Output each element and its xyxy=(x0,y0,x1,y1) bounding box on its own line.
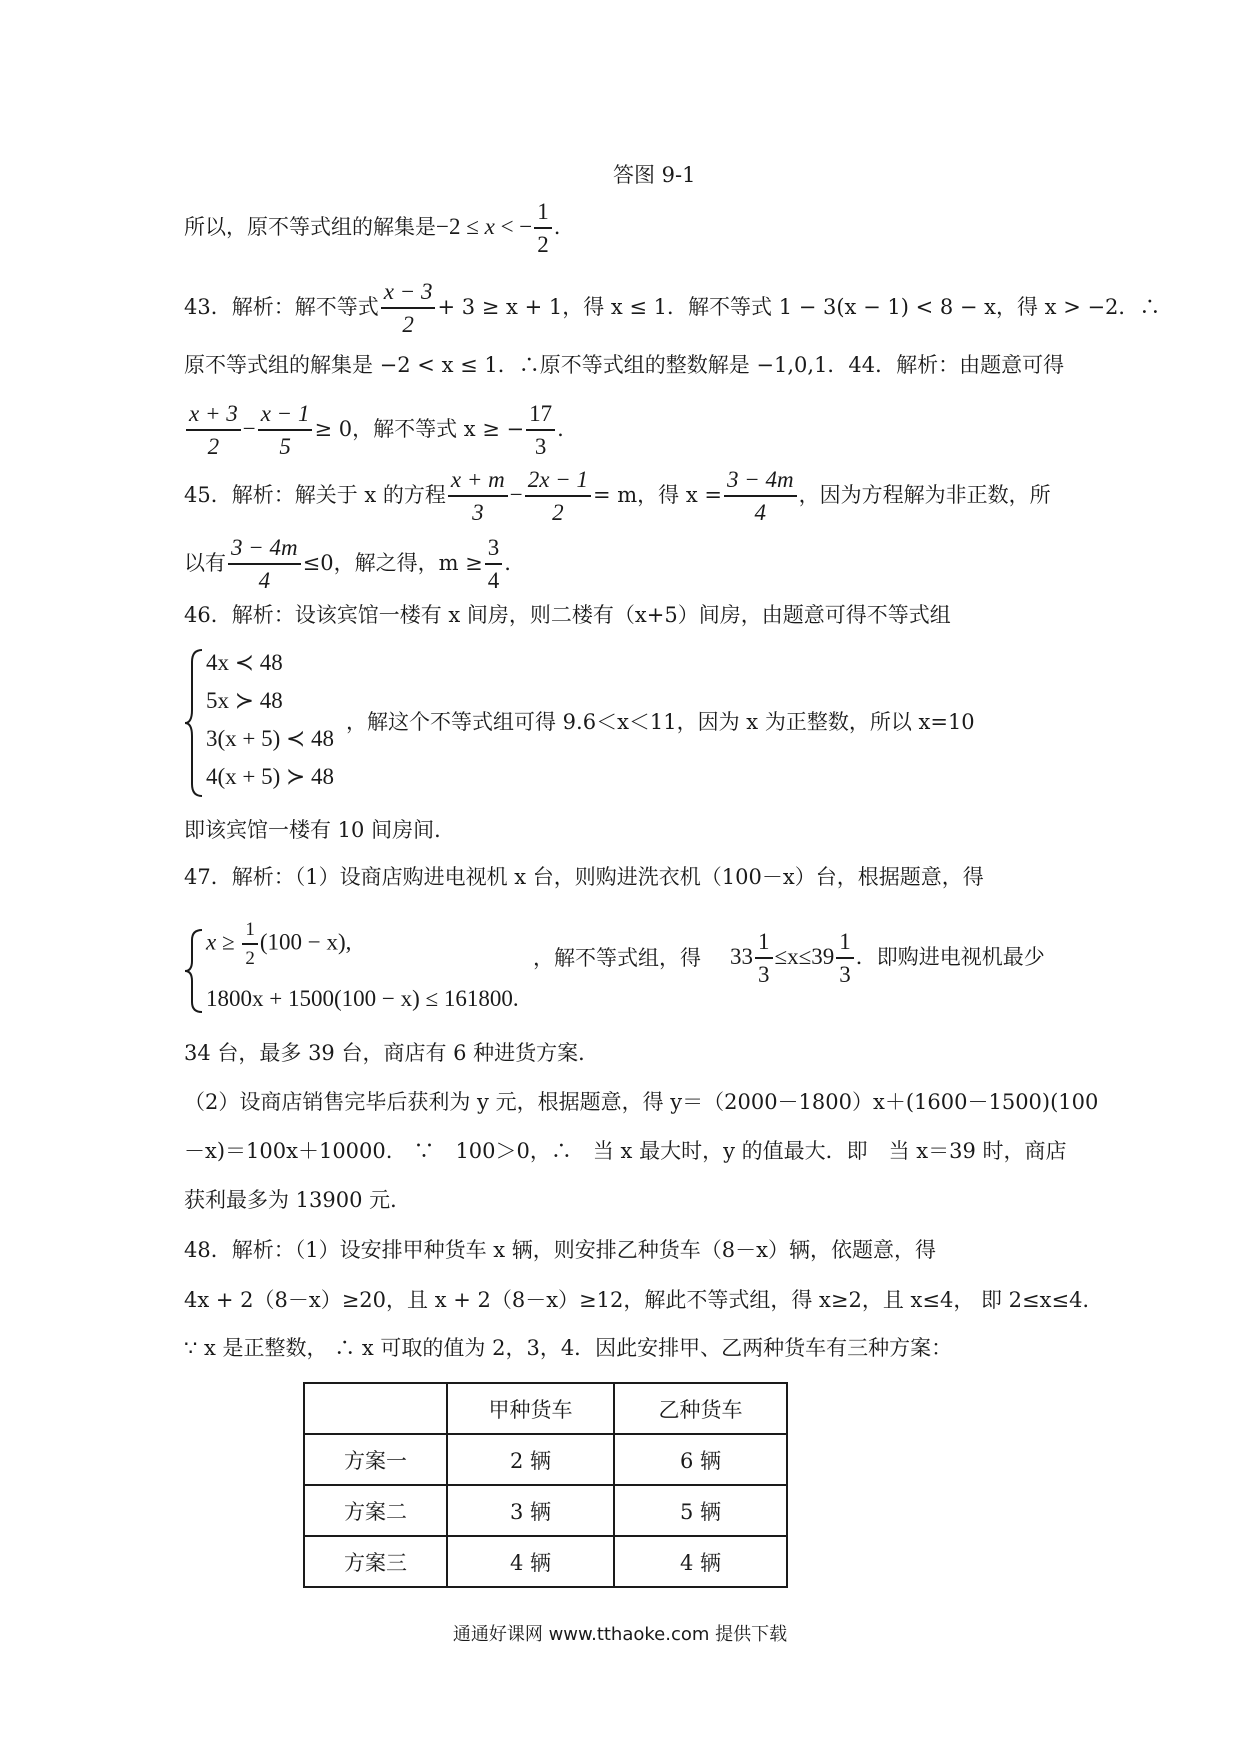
fraction-denominator: 2 xyxy=(537,232,549,258)
q48-line-3: ∵ x 是正整数， ∴ x 可取的值为 2，3，4．因此安排甲、乙两种货车有三种方案： xyxy=(184,1336,953,1360)
q47-range xyxy=(730,930,1045,987)
fraction xyxy=(242,920,258,969)
q46-line-2: ，解这个不等式组可得 9.6＜x＜11，因为 x 为正整数，所以 x=10 xyxy=(346,710,975,734)
table-header-row xyxy=(304,1383,787,1434)
fraction-denominator: 4 xyxy=(487,568,500,594)
q43-line-1 xyxy=(184,280,1160,337)
table-cell: 4 辆 xyxy=(614,1536,787,1587)
fraction xyxy=(448,468,508,525)
plan-table xyxy=(303,1382,788,1588)
system-row: 5x ≻ 48 xyxy=(206,688,283,713)
fraction xyxy=(526,402,555,459)
q48-line-1: 48．解析：（1）设安排甲种货车 x 辆，则安排乙种货车（8－x）辆，依题意，得 xyxy=(184,1238,936,1262)
q46-inequality-system xyxy=(184,648,344,798)
fraction-numerator: 3 xyxy=(485,536,503,565)
q47-line-3: 34 台，最多 39 台，商店有 6 种进货方案． xyxy=(184,1041,600,1065)
table-cell: 方案一 xyxy=(304,1434,447,1485)
q44-line xyxy=(184,402,564,459)
table-cell: 2 辆 xyxy=(447,1434,614,1485)
q43-label: 43．解析：解不等式 xyxy=(184,295,379,320)
table-cell: 方案三 xyxy=(304,1536,447,1587)
q45-text-c: 以有 xyxy=(184,551,226,576)
fraction-denominator: 3 xyxy=(758,962,770,988)
fraction-denominator: 5 xyxy=(279,434,291,460)
table-cell: 3 辆 xyxy=(447,1485,614,1536)
fraction-denominator: 3 xyxy=(839,962,851,988)
fraction-numerator: 1 xyxy=(242,920,258,945)
fraction xyxy=(186,402,241,459)
system-row: 4(x + 5) ≻ 48 xyxy=(206,764,335,789)
fraction-denominator: 2 xyxy=(402,312,414,338)
system-row-lhs: x ≥ xyxy=(206,929,241,955)
table-cell: 方案二 xyxy=(304,1485,447,1536)
fraction xyxy=(534,200,552,257)
q47-part2-line-3: 获利最多为 13900 元． xyxy=(184,1188,412,1212)
q45-text-a: = m，得 x = xyxy=(592,483,722,508)
fraction xyxy=(755,930,773,987)
fraction-numerator: 2x − 1 xyxy=(525,468,591,497)
table-header-cell: 甲种货车 xyxy=(447,1383,614,1434)
fraction-numerator: 1 xyxy=(534,200,552,229)
table-row xyxy=(304,1434,787,1485)
table-row xyxy=(304,1536,787,1587)
table-cell: 4 辆 xyxy=(447,1536,614,1587)
fraction-numerator: 3 − 4m xyxy=(724,468,797,497)
fraction-denominator: 2 xyxy=(207,434,220,460)
conclusion-line xyxy=(184,200,560,257)
figure-caption: 答图 9-1 xyxy=(613,163,696,187)
fraction-denominator: 3 xyxy=(472,500,484,526)
fraction xyxy=(381,280,436,337)
minus-sign: − xyxy=(509,482,523,508)
table-cell: 5 辆 xyxy=(614,1485,787,1536)
fraction xyxy=(485,536,503,593)
q45-line-2 xyxy=(184,536,511,593)
fraction xyxy=(836,930,854,987)
conclusion-var: x xyxy=(484,214,495,240)
table-header-cell xyxy=(304,1383,447,1434)
fraction xyxy=(228,536,301,593)
fraction xyxy=(724,468,797,525)
q47-line-2: ，解不等式组，得 xyxy=(533,946,701,970)
conclusion-text: 所以，原不等式组的解集是 xyxy=(184,215,436,240)
fraction-denominator: 2 xyxy=(245,947,255,969)
fraction-denominator: 4 xyxy=(258,568,271,594)
table-row xyxy=(304,1485,787,1536)
q48-line-2: 4x + 2（8－x）≥20，且 x + 2（8－x）≥12，解此不等式组，得 x≥2，且 x≤4， 即 2≤x≤4. xyxy=(184,1288,1090,1312)
system-row: 3(x + 5) ≺ 48 xyxy=(206,726,335,751)
q45-line-1 xyxy=(184,468,1051,525)
system-row-rhs: (100 − x), xyxy=(259,929,352,955)
left-brace xyxy=(184,648,206,798)
fraction-denominator: 2 xyxy=(552,500,564,526)
system-row: 4x ≺ 48 xyxy=(206,650,283,675)
table-header-cell: 乙种货车 xyxy=(614,1383,787,1434)
range-mid: ≤x≤39 xyxy=(774,944,835,970)
minus-sign: − xyxy=(242,416,256,442)
q44-text: ≥ 0，解不等式 x ≥ − xyxy=(314,417,525,442)
fraction-numerator: 1 xyxy=(755,930,773,959)
fraction-numerator: x − 1 xyxy=(258,402,313,431)
conclusion-expr-b: < − xyxy=(494,214,533,240)
q47-part2-line-2: －x)＝100x＋10000. ∵ 100＞0，∴ 当 x 最大时，y 的值最大．即 当 x＝39 时，商店 xyxy=(184,1139,1067,1163)
fraction-numerator: x + m xyxy=(448,468,508,497)
system-row xyxy=(206,920,351,969)
q46-line-1: 46．解析：设该宾馆一楼有 x 间房，则二楼有（x+5）间房，由题意可得不等式组 xyxy=(184,603,951,627)
fraction-numerator: x + 3 xyxy=(186,402,241,431)
system-row: 1800x + 1500(100 − x) ≤ 161800. xyxy=(206,986,519,1011)
q47-part2-line-1: （2）设商店销售完毕后获利为 y 元，根据题意，得 y＝（2000－1800）x＋(1600－1500)(100 xyxy=(184,1090,1099,1114)
fraction xyxy=(258,402,313,459)
q43-text: + 3 ≥ x + 1，得 x ≤ 1．解不等式 1 − 3(x − 1) < 8 − x，得 x > −2．∴ xyxy=(437,295,1161,320)
page-footer: 通通好课网 www.tthaoke.com 提供下载 xyxy=(452,1624,788,1645)
fraction xyxy=(525,468,591,525)
q43-line-2: 原不等式组的解集是 −2 < x ≤ 1．∴原不等式组的整数解是 −1,0,1．44．解析：由题意可得 xyxy=(184,353,1065,377)
fraction-denominator: 4 xyxy=(754,500,767,526)
fraction-numerator: x − 3 xyxy=(381,280,436,309)
range-tail: ．即购进电视机最少 xyxy=(855,945,1045,970)
table-cell: 6 辆 xyxy=(614,1434,787,1485)
range-int-a: 33 xyxy=(730,944,753,970)
period: . xyxy=(553,215,561,240)
q46-line-3: 即该宾馆一楼有 10 间房间． xyxy=(184,818,456,842)
q45-label: 45．解析：解关于 x 的方程 xyxy=(184,483,446,508)
fraction-numerator: 17 xyxy=(526,402,555,431)
fraction-numerator: 1 xyxy=(836,930,854,959)
period: . xyxy=(557,417,564,442)
fraction-numerator: 3 − 4m xyxy=(228,536,301,565)
q47-line-1: 47．解析：（1）设商店购进电视机 x 台，则购进洗衣机（100－x）台，根据题意，得 xyxy=(184,865,984,889)
left-brace xyxy=(184,928,206,1014)
q45-text-b: ，因为方程解为非正数，所 xyxy=(798,483,1051,508)
q45-text-d: ≤0，解之得，m ≥ xyxy=(302,551,483,576)
conclusion-expr-a: −2 ≤ xyxy=(436,214,485,240)
fraction-denominator: 3 xyxy=(534,434,547,460)
period: . xyxy=(504,551,511,576)
q47-inequality-system xyxy=(184,919,524,1014)
